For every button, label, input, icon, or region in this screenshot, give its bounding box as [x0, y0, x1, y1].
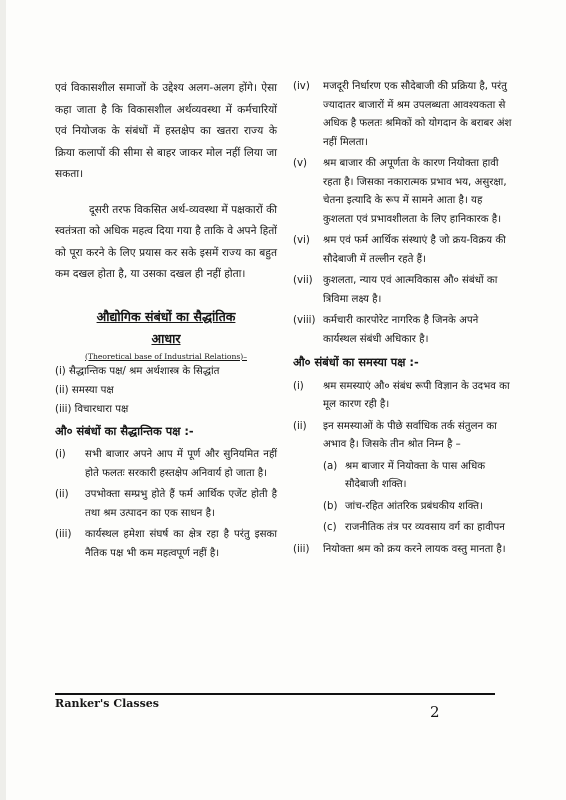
theory-heading: औ० संबंधों का सैद्धान्तिक पक्ष :- — [55, 423, 194, 438]
item-text: उपभोक्ता सम्प्रभु होते हैं फर्म आर्थिक एजेंट होती है तथा श्रम उत्पादन का एक साधन है। — [85, 489, 277, 519]
sub-item — [323, 458, 515, 495]
item-text: श्रम समस्याएं औ० संबंध रूपी विज्ञान के उदभव का मूल कारण रही है। — [323, 380, 510, 410]
item-number: (iii) — [293, 543, 310, 555]
item-number: (i) — [293, 380, 304, 392]
item-number: (ii) — [293, 420, 307, 432]
item-number: (viii) — [293, 315, 316, 326]
theory-item — [293, 272, 515, 309]
base-item-2: (ii) समस्या पक्ष — [55, 384, 114, 396]
theory-item — [55, 446, 277, 483]
sub-item-text: राजनीतिक तंत्र पर व्यवसाय वर्ग का हावीपन — [345, 522, 505, 533]
footer-divider — [55, 693, 495, 695]
footer-brand: Ranker's Classes — [55, 697, 159, 710]
page-edge — [0, 0, 6, 800]
item-number: (vii) — [293, 275, 313, 286]
problem-item — [293, 378, 515, 415]
paragraph-2: दूसरी तरफ विकसित अर्थ-व्यवस्था में पक्षकारों की स्वतंत्रता को अधिक महत्व दिया गया है ताकि वे अपने हितों को पूरा करने के लिए प्रयास कर सके इसमें राज्य का बहुत कम दखल होता है, या उसका दखल ही नहीं होता। — [55, 203, 277, 280]
problem-item — [293, 541, 515, 560]
item-number: (i) — [55, 449, 66, 460]
section-title-line-2: आधार — [151, 330, 181, 346]
item-text: इन समस्याओं के पीछे सर्वाधिक तर्क संतुलन का अभाव है। जिसके तीन श्रोत निम्न है – — [323, 420, 497, 450]
item-text: श्रम एवं फर्म आर्थिक संस्थाएं है जो क्रय-विक्रय की सौदेबाजी में तल्लीन रहते हैं। — [323, 235, 506, 265]
sub-item-text: श्रम बाजार में नियोक्ता के पास अधिक सौदेबाजी शक्ति। — [345, 460, 486, 490]
item-number: (iv) — [293, 81, 310, 92]
theory-item — [293, 232, 515, 269]
sub-item — [323, 519, 515, 538]
item-text: श्रम बाजार की अपूर्णता के कारण नियोक्ता हावी रहता है। जिसका नकारात्मक प्रभाव भय, असुरक्षा, चेतना इत्यादि के रूप में सामने आता है। यह कुशलता एवं प्रभावशीलता के लिए हानिकारक है। — [323, 158, 507, 225]
section-title-line-1: औद्योगिक संबंधों का सैद्धांतिक — [96, 308, 236, 324]
item-number: (v) — [293, 158, 307, 169]
sub-item-letter: (a) — [323, 460, 338, 472]
right-column — [293, 78, 515, 562]
base-item-3: (iii) विचारधारा पक्ष — [55, 403, 129, 415]
item-number: (ii) — [55, 489, 69, 500]
theory-item — [55, 486, 277, 523]
paragraph-1: एवं विकासशील समाजों के उद्देश्य अलग-अलग होंगे। ऐसा कहा जाता है कि विकासशील अर्थव्यवस्था में कर्मचारियों एवं नियोजक के संबंधों में हस्तक्षेप का खतरा राज्य के क्रिया कलापों की सीमा से बाहर जाकर मोल नहीं लिया जा सकता। — [55, 82, 277, 180]
problem-item — [293, 418, 515, 455]
sub-item-text: जांच-रहित आंतरिक प्रबंधकीय शक्ति। — [345, 500, 483, 512]
item-number: (iii) — [55, 529, 72, 540]
item-text: कार्यस्थल हमेशा संघर्ष का क्षेत्र रहा है परंतु इसका नैतिक पक्ष भी कम महत्वपूर्ण नहीं है। — [85, 529, 277, 559]
sub-item-letter: (c) — [323, 522, 337, 533]
page-number: 2 — [430, 703, 440, 721]
theory-item — [55, 526, 277, 563]
theory-item — [293, 78, 515, 152]
problem-heading: औ० संबंधों का समस्या पक्ष :- — [293, 355, 419, 369]
section-subtitle: (Theoretical base of Industrial Relations)– — [85, 351, 247, 361]
item-text: नियोक्ता श्रम को क्रय करने लायक वस्तु मानता है। — [323, 543, 506, 555]
sub-item-letter: (b) — [323, 500, 338, 512]
base-item-1: (i) सैद्धान्तिक पक्ष/ श्रम अर्थशास्त्र के सिद्धांत — [55, 365, 220, 377]
left-column — [55, 78, 277, 566]
item-number: (vi) — [293, 235, 310, 246]
item-text: कुशलता, न्याय एवं आत्मविकास औ० संबंधों का त्रिविमा लक्ष्य है। — [323, 275, 498, 305]
item-text: मजदूरी निर्धारण एक सौदेबाजी की प्रक्रिया है, परंतु ज्यादातर बाजारों में श्रम उपलब्धता आवश्यकता से अधिक है फलतः श्रमिकों को योगदान के बराबर अंश नहीं मिलता। — [323, 81, 512, 148]
item-text: कर्मचारी कारपोरेट नागरिक है जिनके अपने कार्यस्थल संबंधी अधिकार है। — [323, 315, 479, 345]
theory-item — [293, 312, 515, 349]
theory-item — [293, 155, 515, 229]
sub-item — [323, 498, 515, 517]
item-text: सभी बाजार अपने आप में पूर्ण और सुनियमित नहीं होते फलतः सरकारी हस्तक्षेप अनिवार्य हो जाता है। — [85, 449, 277, 479]
